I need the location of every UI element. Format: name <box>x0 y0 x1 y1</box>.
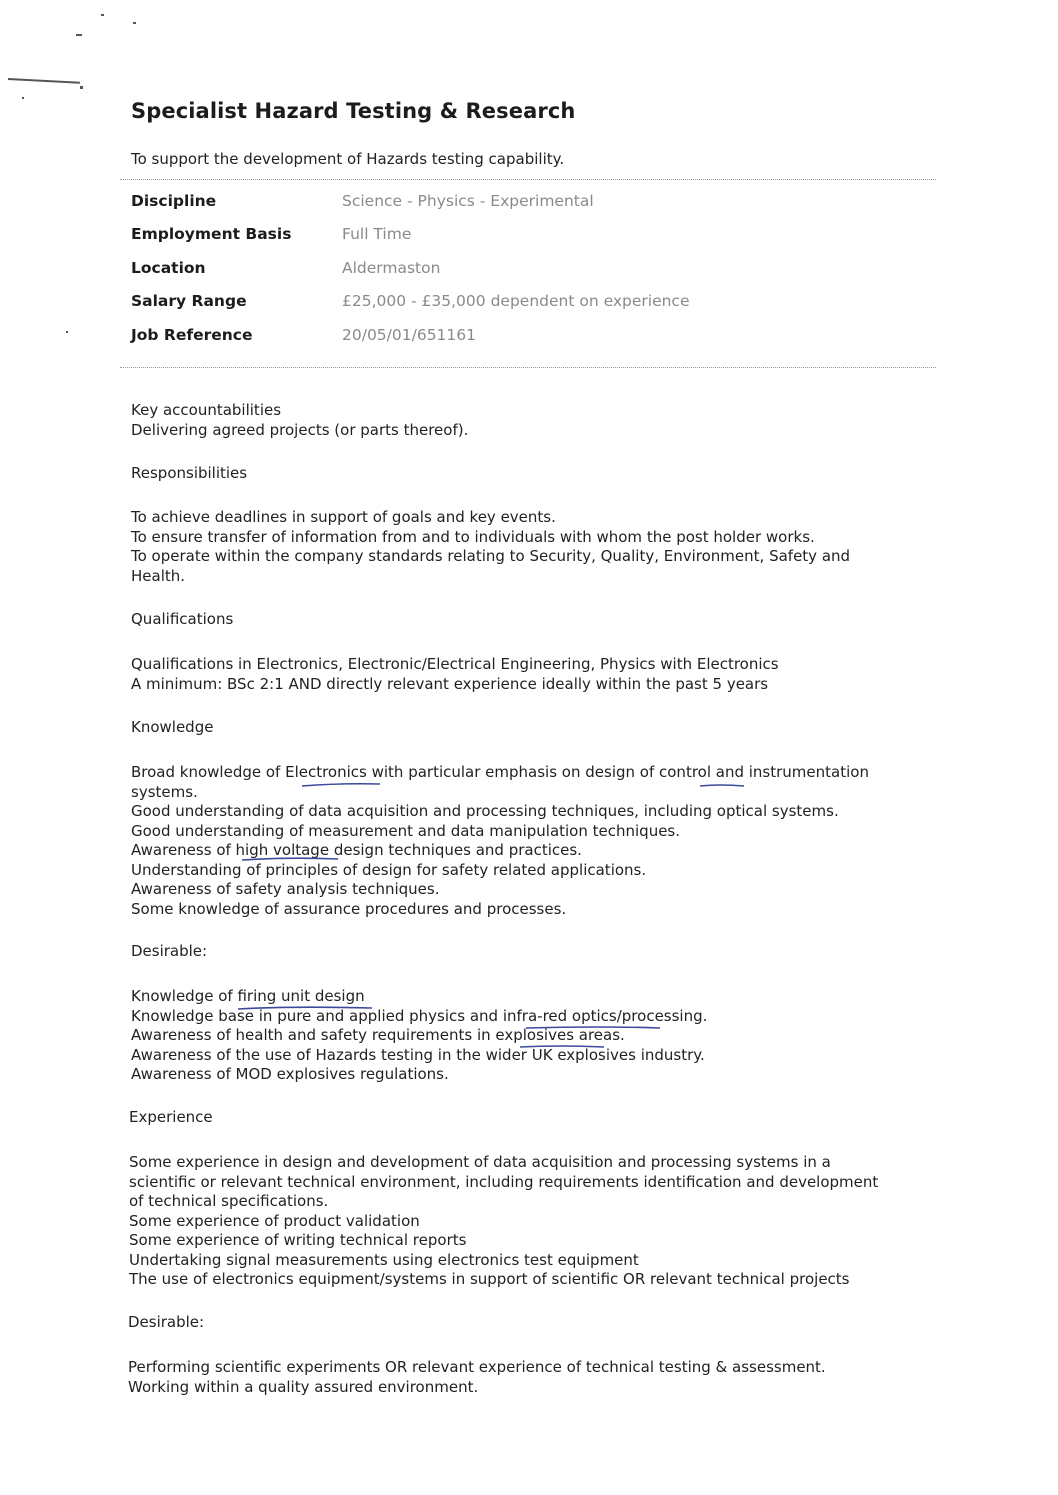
page-title: Specialist Hazard Testing & Research <box>131 99 576 123</box>
scan-mark <box>80 86 83 89</box>
scan-mark <box>133 22 136 24</box>
body-line: Performing scientific experiments OR relevant experience of technical testing & assessment. <box>128 1358 826 1376</box>
field-label: Discipline <box>131 192 217 210</box>
field-label: Location <box>131 258 206 277</box>
field-label: Employment Basis <box>131 225 292 244</box>
scan-mark <box>76 34 82 36</box>
responsibilities-list <box>131 508 931 586</box>
body-line: Qualifications in Electronics, Electronic/Electrical Engineering, Physics with Electronics <box>131 655 779 673</box>
body-line: Health. <box>131 566 186 585</box>
field-row-discipline <box>131 192 690 225</box>
field-row-salary-range <box>131 292 690 325</box>
scan-mark <box>101 14 104 16</box>
field-value: Aldermaston <box>342 258 441 277</box>
body-line: Broad knowledge of Electronics with particular emphasis on design of control and instrumentation <box>131 763 869 781</box>
field-label: Salary Range <box>131 292 247 311</box>
body-line: Awareness of the use of Hazards testing in the wider UK explosives industry. <box>131 1045 705 1064</box>
field-row-employment-basis <box>131 225 690 258</box>
body-line: The use of electronics equipment/systems in support of scientific OR relevant technical projects <box>129 1270 850 1288</box>
qualifications-list <box>131 655 931 694</box>
body-line: Understanding of principles of design for safety related applications. <box>131 860 647 879</box>
body-line: Good understanding of measurement and data manipulation techniques. <box>131 821 681 840</box>
section-heading-experience-desirable: Desirable: <box>128 1313 205 1331</box>
field-value: £25,000 - £35,000 dependent on experience <box>342 292 690 311</box>
experience-desirable-list <box>128 1358 928 1397</box>
field-value: Science - Physics - Experimental <box>342 192 594 210</box>
body-line: Awareness of high voltage design techniques and practices. <box>131 841 582 859</box>
field-row-location <box>131 259 690 292</box>
body-line: Knowledge of firing unit design <box>131 987 365 1005</box>
divider-bottom <box>120 367 936 368</box>
body-line: Awareness of health and safety requirements in explosives areas. <box>131 1026 625 1044</box>
body-line: Knowledge base in pure and applied physics and infra-red optics/processing. <box>131 1006 708 1025</box>
body-line: To ensure transfer of information from and to individuals with whom the post holder works. <box>131 527 815 546</box>
section-heading-responsibilities: Responsibilities <box>131 464 248 482</box>
job-details-table <box>131 192 690 359</box>
scan-mark <box>66 331 68 333</box>
scan-mark <box>22 97 24 99</box>
section-heading-knowledge-desirable: Desirable: <box>131 942 208 960</box>
body-line: systems. <box>131 782 198 801</box>
field-label: Job Reference <box>131 325 253 344</box>
body-line: Working within a quality assured environment. <box>128 1377 479 1396</box>
section-heading-experience: Experience <box>129 1108 213 1126</box>
body-line: Some experience in design and development of data acquisition and processing systems in a <box>129 1153 831 1171</box>
body-line: scientific or relevant technical environment, including requirements identification and development <box>129 1172 879 1191</box>
body-line: To achieve deadlines in support of goals and key events. <box>131 508 556 526</box>
body-line: Some experience of writing technical reports <box>129 1231 467 1249</box>
experience-list <box>129 1153 929 1290</box>
body-line: of technical specifications. <box>129 1192 329 1210</box>
knowledge-desirable-list <box>131 987 931 1085</box>
scan-mark <box>8 78 80 83</box>
body-line: Undertaking signal measurements using electronics test equipment <box>129 1250 639 1269</box>
body-line: Good understanding of data acquisition and processing techniques, including optical systems. <box>131 802 839 820</box>
section-heading: Key accountabilities <box>131 401 282 419</box>
body-line: Delivering agreed projects (or parts thereof). <box>131 420 469 439</box>
body-line: Some experience of product validation <box>129 1211 420 1230</box>
key-accountabilities-section <box>131 401 931 440</box>
section-heading-knowledge: Knowledge <box>131 718 214 736</box>
body-line: Awareness of safety analysis techniques. <box>131 880 440 898</box>
body-line: Awareness of MOD explosives regulations. <box>131 1065 449 1083</box>
field-value: 20/05/01/651161 <box>342 325 477 344</box>
section-heading-qualifications: Qualifications <box>131 610 234 628</box>
divider-top <box>120 179 936 180</box>
knowledge-list <box>131 763 931 919</box>
body-line: To operate within the company standards relating to Security, Quality, Environment, Safety and <box>131 547 851 565</box>
body-line: Some knowledge of assurance procedures and processes. <box>131 899 567 918</box>
body-line: A minimum: BSc 2:1 AND directly relevant experience ideally within the past 5 years <box>131 674 769 693</box>
field-row-job-reference <box>131 326 690 359</box>
page-subtitle: To support the development of Hazards testing capability. <box>131 150 565 168</box>
field-value: Full Time <box>342 225 412 244</box>
